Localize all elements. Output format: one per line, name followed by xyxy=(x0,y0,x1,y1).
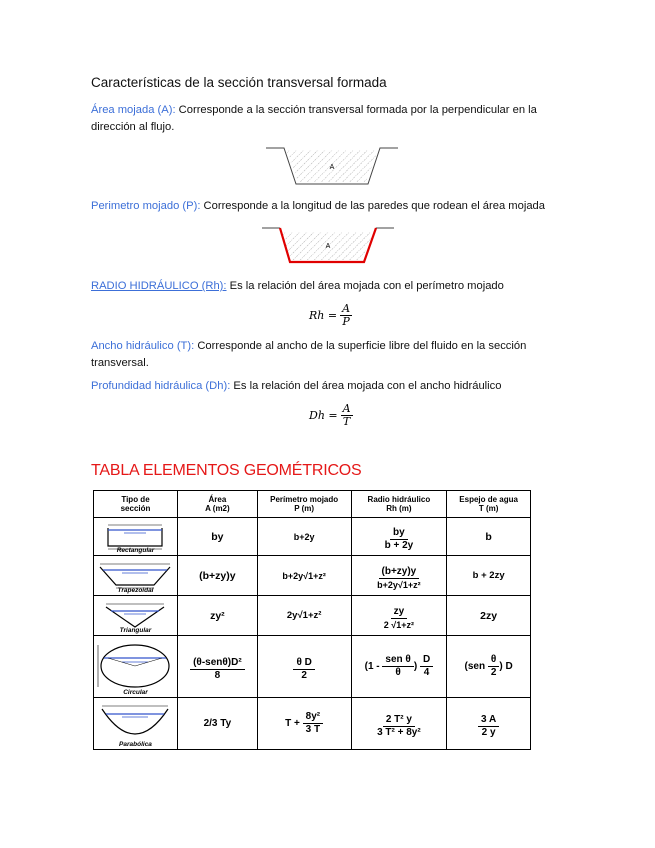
table-row xyxy=(94,518,531,556)
header-espejo: Espejo de agua T (m) xyxy=(447,491,531,518)
profundidad-paragraph xyxy=(91,378,561,395)
circular-diagram xyxy=(94,642,176,692)
circular-radio: (1 - sen θ θ ) $\frac{D}{4}$ xyxy=(351,636,447,698)
perimetro-figure xyxy=(258,224,398,268)
rectangular-area: by xyxy=(177,518,257,556)
header-perimetro: Perímetro mojado P (m) xyxy=(257,491,351,518)
header-tipo: Tipo de sección xyxy=(94,491,178,518)
parabolica-diagram xyxy=(94,703,176,745)
parabolica-radio: $\frac{\text{2 T² y}}{\text{3 T² + 8y²}}$ xyxy=(351,698,447,750)
rh-formula xyxy=(309,303,352,328)
trapezoidal-label: Trapezoidal xyxy=(117,587,154,594)
parabolica-shape-cell xyxy=(94,698,178,750)
circular-espejo: (sen $\frac{\theta}{2}$ ) D xyxy=(447,636,531,698)
header-radio: Radio hidráulico Rh (m) xyxy=(351,491,447,518)
section-heading: Características de la sección transversal formada xyxy=(91,75,387,90)
table-row xyxy=(94,596,531,636)
rh-formula-den: P xyxy=(342,315,350,328)
rectangular-label: Rectangular xyxy=(116,547,155,554)
dh-formula xyxy=(309,403,353,428)
rh-formula-lhs: Rh = xyxy=(309,309,338,322)
trapezoidal-shape-cell xyxy=(94,556,178,596)
trapezoidal-perimetro: b+2y√1+z² xyxy=(257,556,351,596)
rh-formula-num: A xyxy=(342,302,351,315)
table-row xyxy=(94,556,531,596)
trapezoidal-espejo: b + 2zy xyxy=(447,556,531,596)
tabla-title: TABLA ELEMENTOS GEOMÉTRICOS xyxy=(91,462,362,479)
rectangular-espejo: b xyxy=(447,518,531,556)
triangular-radio: $\frac{zy}{\text{2 √1+z²}}$ xyxy=(351,596,447,636)
parabolica-label: Parabólica xyxy=(119,741,152,748)
dh-formula-den: T xyxy=(342,415,351,428)
parabolica-perimetro: T + $\frac{\text{8y²}}{3 T}$ xyxy=(257,698,351,750)
dh-formula-lhs: Dh = xyxy=(309,409,338,422)
circular-perimetro: $\frac{\text{θ D}}{2}$ xyxy=(257,636,351,698)
trapezoidal-area: (b+zy)y xyxy=(177,556,257,596)
table-header-row xyxy=(94,491,531,518)
parabolica-area: 2/3 Ty xyxy=(177,698,257,750)
perimetro-paragraph xyxy=(91,198,561,215)
area-paragraph xyxy=(91,102,561,136)
circular-shape-cell xyxy=(94,636,178,698)
profundidad-text: Es la relación del área mojada con el ancho hidráulico xyxy=(230,380,502,392)
area-figure-label: A xyxy=(329,164,335,171)
ancho-text: Corresponde al ancho de la superficie libre del fluido en la sección transversal. xyxy=(91,340,527,369)
area-figure xyxy=(262,142,402,190)
radio-paragraph xyxy=(91,278,561,295)
circular-label: Circular xyxy=(123,689,148,696)
circular-area: (θ-senθ)D² 8 xyxy=(177,636,257,698)
rectangular-shape-cell xyxy=(94,518,178,556)
perimetro-text: Corresponde a la longitud de las paredes que rodean el área mojada xyxy=(200,200,545,212)
rectangular-radio: $\frac{by}{b + 2y}$ xyxy=(351,518,447,556)
triangular-label: Triangular xyxy=(119,627,152,634)
profundidad-term: Profundidad hidráulica (Dh): xyxy=(91,380,231,392)
perimetro-term: Perimetro mojado (P): xyxy=(91,200,201,212)
header-area: Área A (m2) xyxy=(177,491,257,518)
area-term: Área mojada (A): xyxy=(91,104,176,116)
triangular-espejo: 2zy xyxy=(447,596,531,636)
triangular-perimetro: 2y√1+z² xyxy=(257,596,351,636)
perimetro-figure-label: A xyxy=(325,243,331,250)
table-row xyxy=(94,636,531,698)
table-row xyxy=(94,698,531,750)
geometric-elements-table xyxy=(93,490,531,750)
rectangular-perimetro: b+2y xyxy=(257,518,351,556)
parabolica-espejo: $\frac{3 A}{2 y}$ xyxy=(447,698,531,750)
area-text: Corresponde a la sección transversal formada por la perpendicular en la dirección al flujo. xyxy=(91,104,537,133)
ancho-paragraph xyxy=(91,338,561,372)
triangular-shape-cell xyxy=(94,596,178,636)
radio-term: RADIO HIDRÁULICO (Rh): xyxy=(91,280,227,292)
dh-formula-num: A xyxy=(342,402,351,415)
ancho-term: Ancho hidráulico (T): xyxy=(91,340,195,352)
radio-text: Es la relación del área mojada con el perímetro mojado xyxy=(226,280,504,292)
triangular-diagram xyxy=(94,601,176,631)
trapezoidal-radio: $\frac{(b+zy)y}{\text{b+2y√1+z²}}$ xyxy=(351,556,447,596)
triangular-area: zy² xyxy=(177,596,257,636)
trapezoidal-diagram xyxy=(94,561,176,591)
